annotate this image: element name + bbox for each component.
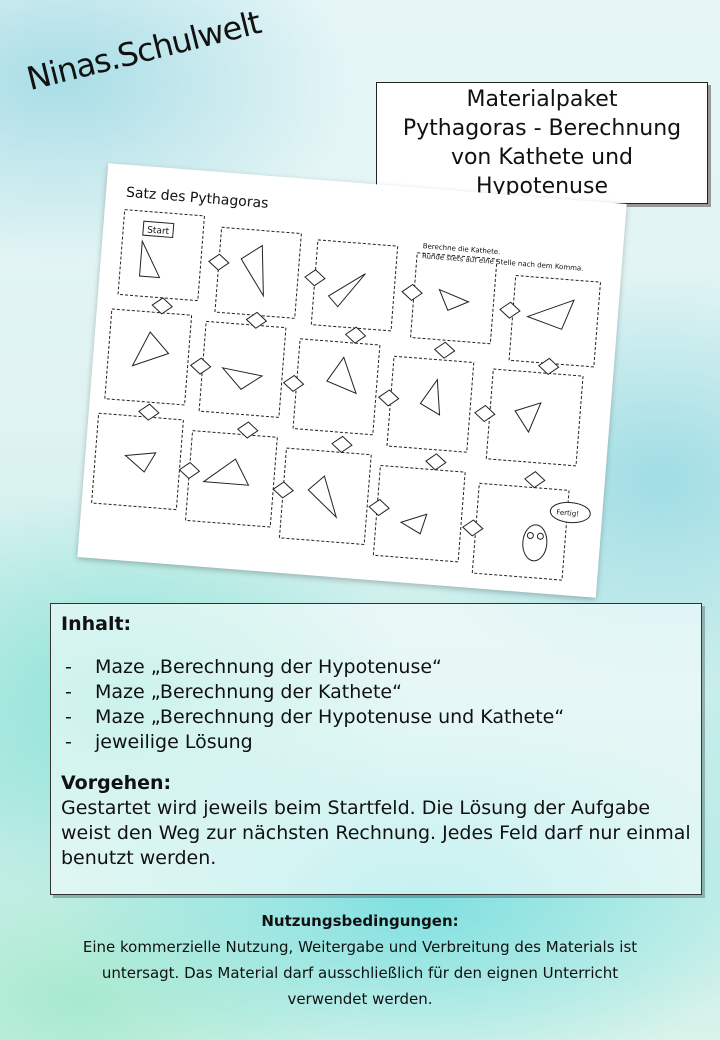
finish-label: Fertig!	[555, 508, 580, 519]
inhalt-list	[61, 655, 691, 755]
terms-text: Eine kommerzielle Nutzung, Weitergabe und Verbreitung des Materials ist untersagt. Das Material darf ausschließlich für den eignen Unterricht verwendet werden.	[82, 938, 638, 1008]
list-item: - Maze „Berechnung der Kathete“	[61, 680, 691, 705]
content-box	[50, 603, 702, 895]
start-label: Start	[146, 225, 170, 238]
worksheet-preview	[77, 163, 626, 598]
vorgehen-text: Gestartet wird jeweils beim Startfeld. Die Lösung der Aufgabe weist den Weg zur nächsten Rechnung. Jedes Feld darf nur einmal benutzt werden.	[61, 797, 691, 869]
worksheet-instruction-2: Runde stets auf eine Stelle nach dem Komma.	[421, 252, 584, 273]
list-item: - Maze „Berechnung der Hypotenuse“	[61, 655, 691, 680]
brand-logo: Ninas.Schulwelt	[22, 3, 265, 99]
list-item: - Maze „Berechnung der Hypotenuse und Kathete“	[61, 705, 691, 730]
title-box	[376, 82, 708, 204]
triangles	[121, 236, 576, 544]
inhalt-heading: Inhalt:	[61, 613, 132, 635]
worksheet-instruction-1: Berechne die Kathete.	[422, 242, 501, 257]
list-item: - jeweilige Lösung	[61, 730, 691, 755]
worksheet-heading: Satz des Pythagoras	[125, 184, 269, 212]
maze-connectors	[131, 249, 565, 542]
worksheet-svg	[77, 163, 626, 598]
vorgehen-heading: Vorgehen:	[61, 772, 172, 794]
terms-heading: Nutzungsbedingungen:	[261, 912, 459, 930]
footer	[70, 908, 650, 1012]
page-title: Materialpaket Pythagoras - Berechnung von Kathete und Hypotenuse	[402, 87, 682, 199]
